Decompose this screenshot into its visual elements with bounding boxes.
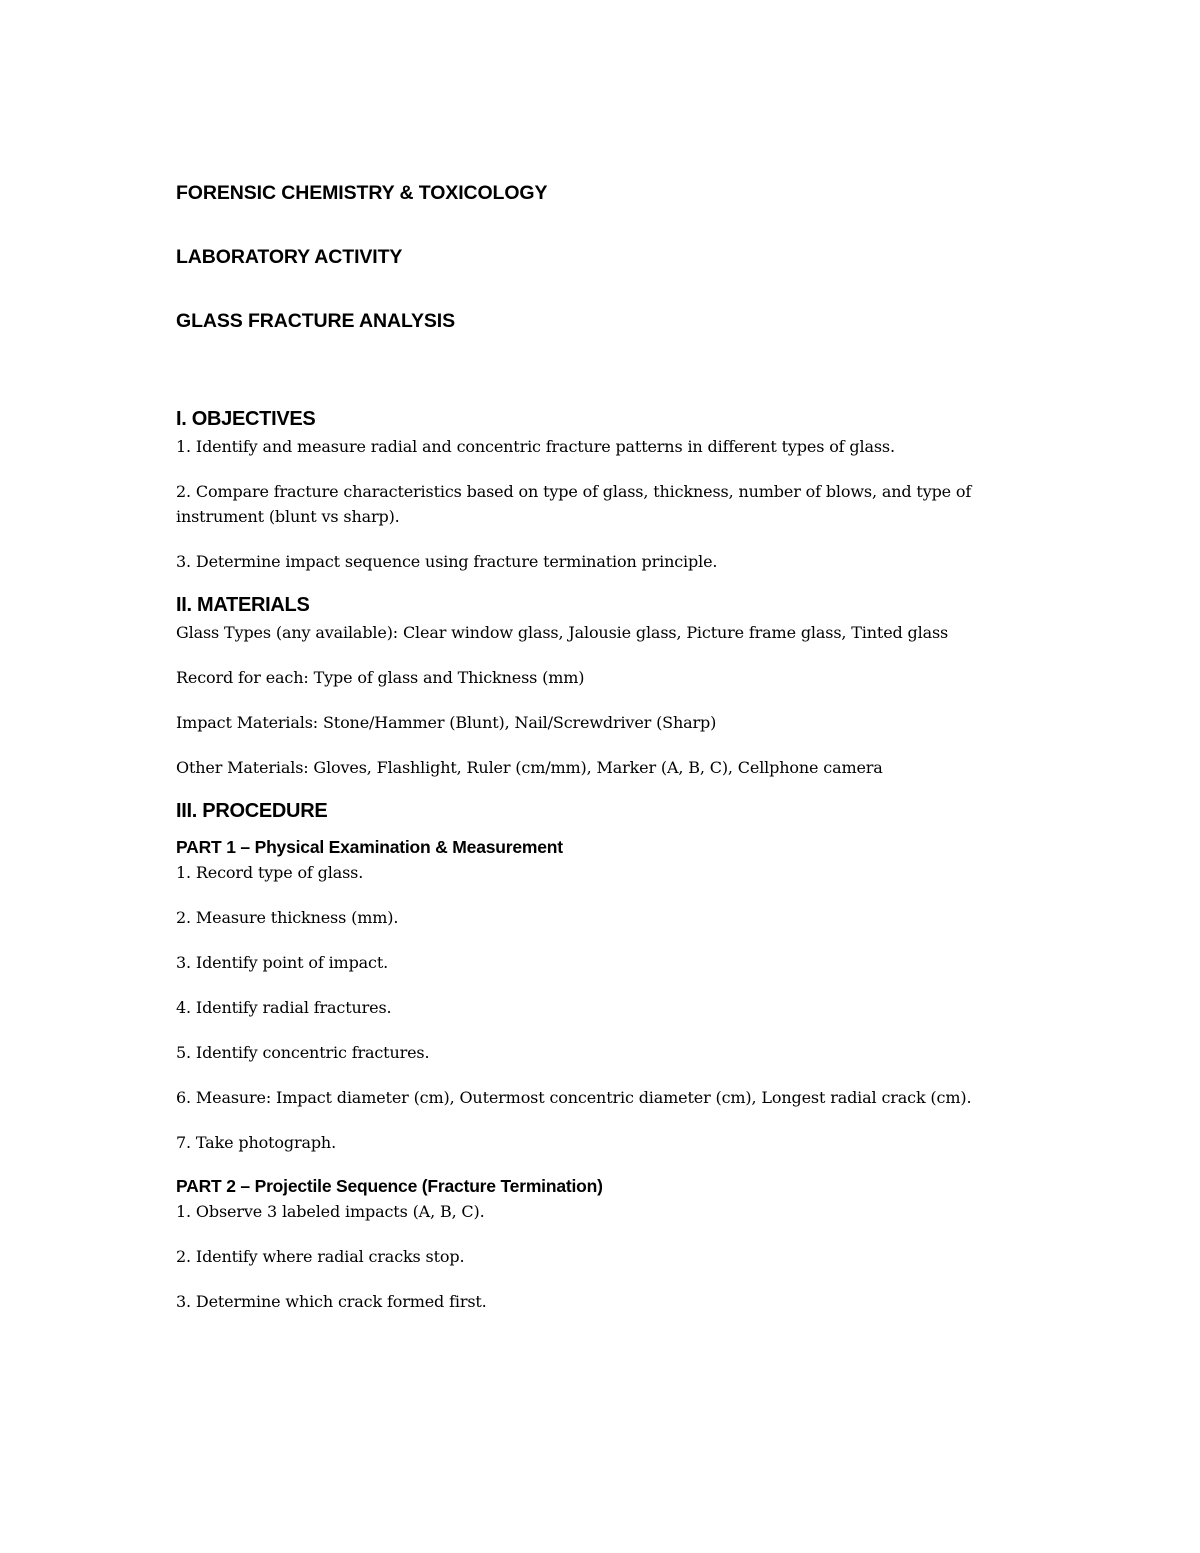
part1-step: 6. Measure: Impact diameter (cm), Outermost concentric diameter (cm), Longest radial crack (cm). (176, 1088, 972, 1107)
course-title: FORENSIC CHEMISTRY & TOXICOLOGY (176, 182, 548, 204)
objective-item: 3. Determine impact sequence using fracture termination principle. (176, 552, 718, 571)
activity-title: LABORATORY ACTIVITY (176, 246, 403, 268)
materials-item: Impact Materials: Stone/Hammer (Blunt), Nail/Screwdriver (Sharp) (176, 713, 717, 732)
part1-step: 4. Identify radial fractures. (176, 998, 392, 1017)
part1-step: 7. Take photograph. (176, 1133, 337, 1152)
part1-step: 2. Measure thickness (mm). (176, 908, 399, 927)
part2-title: PART 2 – Projectile Sequence (Fracture Termination) (176, 1176, 603, 1196)
part1-title: PART 1 – Physical Examination & Measurement (176, 837, 563, 857)
part2-step: 3. Determine which crack formed first. (176, 1292, 487, 1311)
materials-heading: II. MATERIALS (176, 594, 310, 616)
part1-step: 3. Identify point of impact. (176, 953, 389, 972)
part2-step: 1. Observe 3 labeled impacts (A, B, C). (176, 1202, 485, 1221)
materials-item: Other Materials: Gloves, Flashlight, Ruler (cm/mm), Marker (A, B, C), Cellphone camera (176, 758, 883, 777)
objectives-heading: I. OBJECTIVES (176, 408, 316, 430)
procedure-heading: III. PROCEDURE (176, 800, 328, 822)
materials-item: Record for each: Type of glass and Thickness (mm) (176, 668, 585, 687)
part1-step: 1. Record type of glass. (176, 863, 364, 882)
activity-subject-title: GLASS FRACTURE ANALYSIS (176, 310, 456, 332)
part1-step: 5. Identify concentric fractures. (176, 1043, 430, 1062)
document-page (176, 178, 1026, 1314)
objective-item: 2. Compare fracture characteristics based on type of glass, thickness, number of blows, and type of instrument (blunt vs sharp). (176, 482, 972, 526)
materials-item: Glass Types (any available): Clear window glass, Jalousie glass, Picture frame glass, Tinted glass (176, 623, 949, 642)
part2-step: 2. Identify where radial cracks stop. (176, 1247, 465, 1266)
objective-item: 1. Identify and measure radial and concentric fracture patterns in different types of glass. (176, 437, 895, 456)
